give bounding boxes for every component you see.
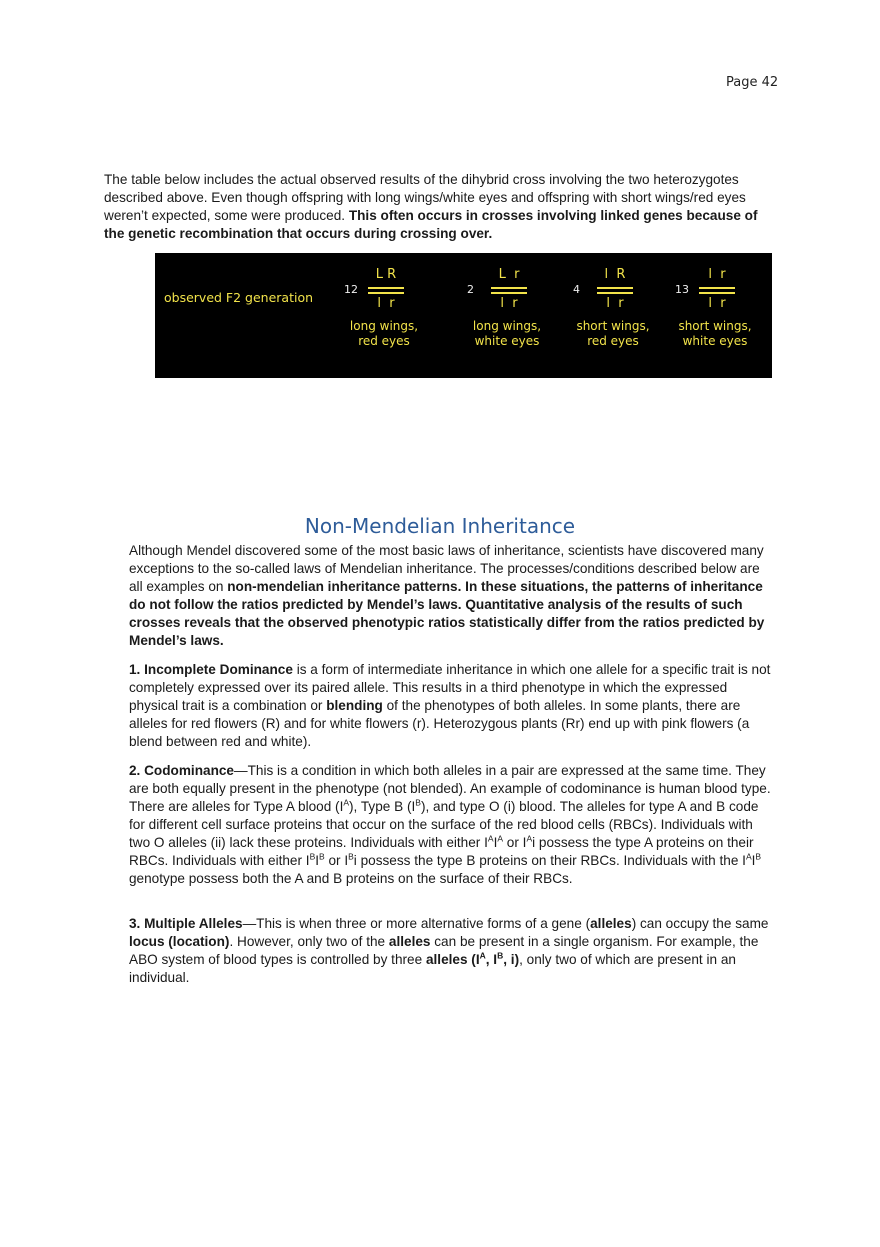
chromosome-line [597, 287, 633, 289]
chromosome-line [368, 287, 404, 289]
genotype-bottom-alleles: l r [377, 296, 395, 311]
chromosome-line [699, 287, 735, 289]
f2-label: observed F2 generation [164, 290, 314, 305]
genotype-bottom-alleles: l r [500, 296, 518, 311]
genotype-count: 12 [344, 283, 358, 296]
genotype-count: 13 [675, 283, 689, 296]
codominance-heading: 2. Codominance [129, 763, 234, 778]
genotype-count: 4 [573, 283, 580, 296]
section-title: Non-Mendelian Inheritance [304, 514, 576, 538]
page-number: Page 42 [726, 75, 779, 90]
chromosome-line [368, 292, 404, 294]
phenotype-label: long wings, red eyes [349, 319, 419, 348]
genotype-long-white [467, 267, 587, 367]
genotype-count: 2 [467, 283, 474, 296]
genotype-top-alleles: l R [604, 267, 626, 282]
genotype-top-alleles: L r [498, 267, 520, 282]
chromosome-line [491, 292, 527, 294]
chromosome-line [491, 287, 527, 289]
genotype-bottom-alleles: l r [708, 296, 726, 311]
intro-text: The table below includes the actual observed results of the dihybrid cross involving the two heterozygotes described above. Even though offspring with long wings/white eyes and offspring with short wings/red eyes weren’t expected, some were produced. [104, 172, 746, 223]
intro-paragraph [104, 171, 780, 243]
chromosome-line [699, 292, 735, 294]
phenotype-label: long wings, white eyes [472, 319, 542, 348]
non-mendelian-intro: Although Mendel discovered some of the most basic laws of inheritance, scientists have discovered many exceptions to the so-called laws of Mendelian inheritance. The processes/conditions described below are all examples on non-mendelian inheritance patterns. In these situations, the patterns of inheritance do not follow the ratios predicted by Mendel’s laws. Quantitative analysis of the results of such crosses reveals that the observed phenotypic ratios statistically differ from the ratios predicted by Mendel’s laws. [129, 543, 765, 648]
incomplete-dominance-paragraph: 1. Incomplete Dominance is a form of intermediate inheritance in which one allele for a specific trait is not completely expressed over its paired allele. This results in a third phenotype in which the expressed physical trait is a combination or blending of the phenotypes of both alleles. In some plants, there are alleles for red flowers (R) and for white flowers (r). Heterozygous plants (Rr) end up with pink flowers (a blend between red and white). [129, 662, 771, 749]
f2-generation-figure [155, 253, 772, 378]
codominance-paragraph: 2. Codominance—This is a condition in which both alleles in a pair are expressed at the same time. They are both equally present in the phenotype (not blended). An example of codominance is human blood type. There are alleles for Type A blood $(I^A)$, Type B $(I^B)$, and type O (i) blood. The alleles for type A and B code for different cell surface proteins that occur on the surface of the red blood cells (RBCs). Individuals with two O alleles (ii) lack these proteins. Individuals with either $I^AI^A$ or $I^Ai$ possess the type A proteins on their RBCs. Individuals with either $I^BI^B$ or $I^Bi$ possess the type B proteins on their RBCs. Individuals with the $I^AI^B$ genotype possess both the A and B proteins on the surface of their RBCs. [129, 763, 771, 886]
genotype-top-alleles: L R [375, 267, 397, 282]
phenotype-label: short wings, white eyes [678, 319, 752, 348]
genotype-bottom-alleles: l r [606, 296, 624, 311]
phenotype-label: short wings, red eyes [576, 319, 650, 348]
chromosome-line [597, 292, 633, 294]
genotype-long-red [344, 267, 464, 367]
genotype-top-alleles: l r [708, 267, 726, 282]
incomplete-dominance-heading: 1. Incomplete Dominance [129, 662, 293, 677]
multiple-alleles-paragraph: 3. Multiple Alleles—This is when three or more alternative forms of a gene (alleles) can occupy the same locus (location). However, only two of the alleles can be present in a single organism. For example, the ABO system of blood types is controlled by three alleles ($I^A$, $I^B$, i), only two of which are present in an individual. [129, 916, 769, 985]
intro-bold-text: This often occurs in crosses involving linked genes because of the genetic recombination that occurs during crossing over. [104, 208, 758, 241]
multiple-alleles-heading: 3. Multiple Alleles [129, 916, 243, 931]
genotype-short-white [675, 267, 795, 367]
